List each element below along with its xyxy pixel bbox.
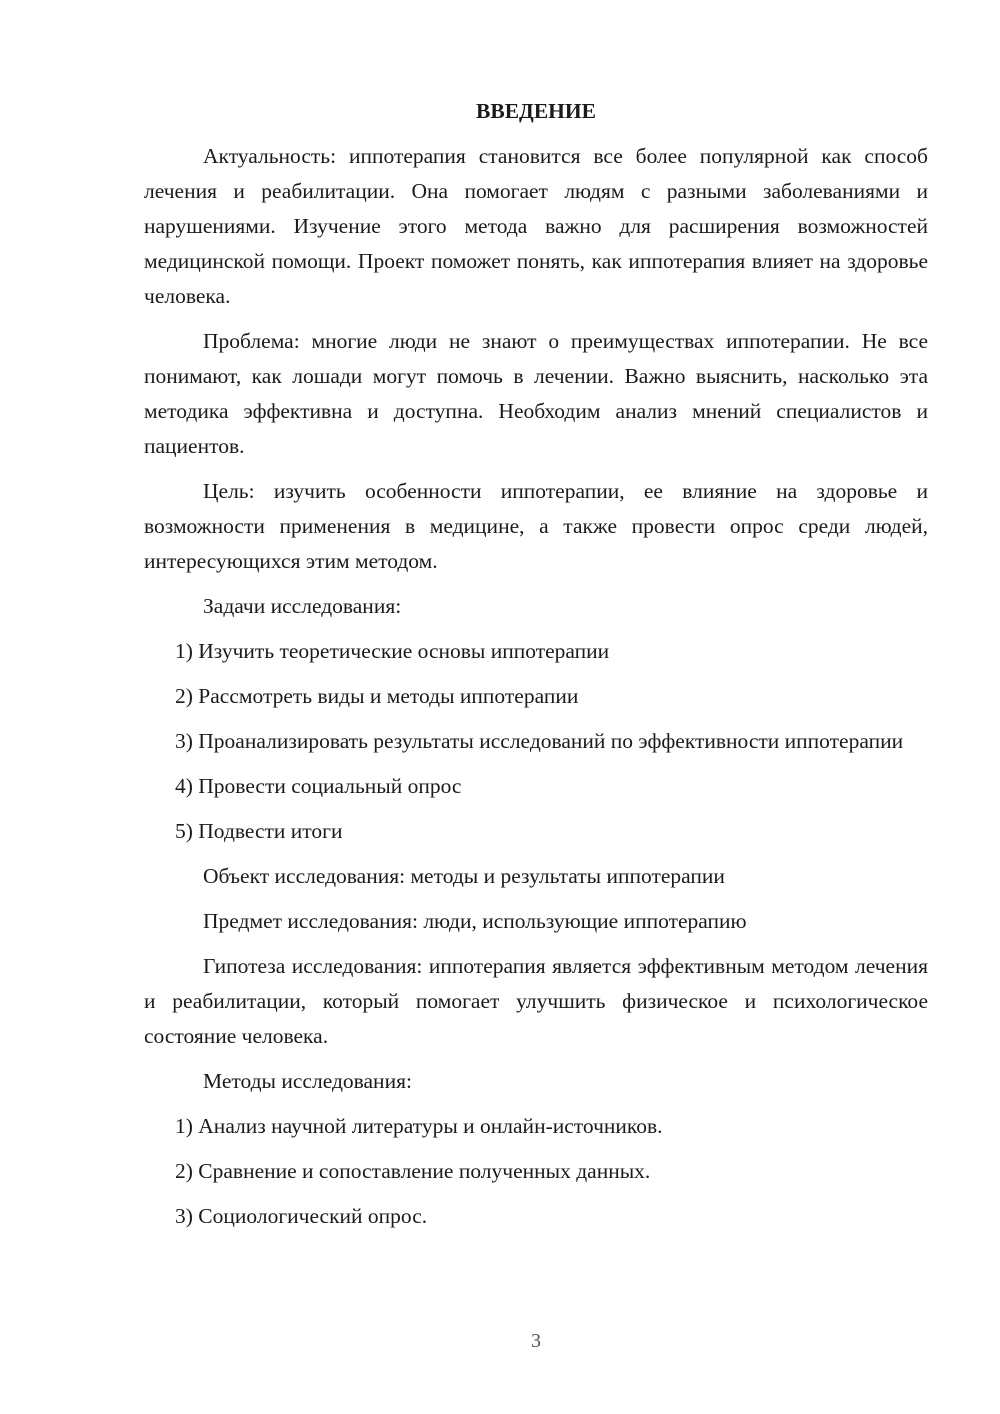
- page-number: 3: [531, 1330, 541, 1352]
- research-object: Объект исследования: методы и результаты иппотерапии: [203, 864, 725, 888]
- problem-paragraph: Проблема: многие люди не знают о преимуществах иппотерапии. Не все понимают, как лошади могут помочь в лечении. Важно выяснить, насколько эта методика эффективна и доступна. Необходим анализ мнений специалистов и пациентов.: [144, 329, 928, 458]
- research-subject: Предмет исследования: люди, использующие иппотерапию: [203, 909, 747, 933]
- method-item: 2) Сравнение и сопоставление полученных данных.: [175, 1159, 651, 1183]
- tasks-heading: Задачи исследования:: [203, 594, 402, 618]
- task-item: 4) Провести социальный опрос: [175, 774, 462, 798]
- methods-heading: Методы исследования:: [203, 1069, 412, 1093]
- task-item: 1) Изучить теоретические основы иппотерапии: [175, 639, 610, 663]
- section-title: ВВЕДЕНИЕ: [476, 99, 596, 123]
- task-item: 3) Проанализировать результаты исследований по эффективности иппотерапии: [175, 729, 904, 753]
- task-item: 5) Подвести итоги: [175, 819, 343, 843]
- document-page: [144, 94, 928, 1244]
- method-item: 1) Анализ научной литературы и онлайн-источников.: [175, 1114, 663, 1138]
- relevance-paragraph: Актуальность: иппотерапия становится все более популярной как способ лечения и реабилитации. Она помогает людям с разными заболеваниями и нарушениями. Изучение этого метода важно для расширения возможностей медицинской помощи. Проект поможет понять, как иппотерапия влияет на здоровье человека.: [144, 144, 928, 308]
- goal-paragraph: Цель: изучить особенности иппотерапии, ее влияние на здоровье и возможности применения в медицине, а также провести опрос среди людей, интересующихся этим методом.: [144, 479, 928, 573]
- method-item: 3) Социологический опрос.: [175, 1204, 428, 1228]
- task-item: 2) Рассмотреть виды и методы иппотерапии: [175, 684, 579, 708]
- research-hypothesis: Гипотеза исследования: иппотерапия является эффективным методом лечения и реабилитации, который помогает улучшить физическое и психологическое состояние человека.: [144, 954, 928, 1048]
